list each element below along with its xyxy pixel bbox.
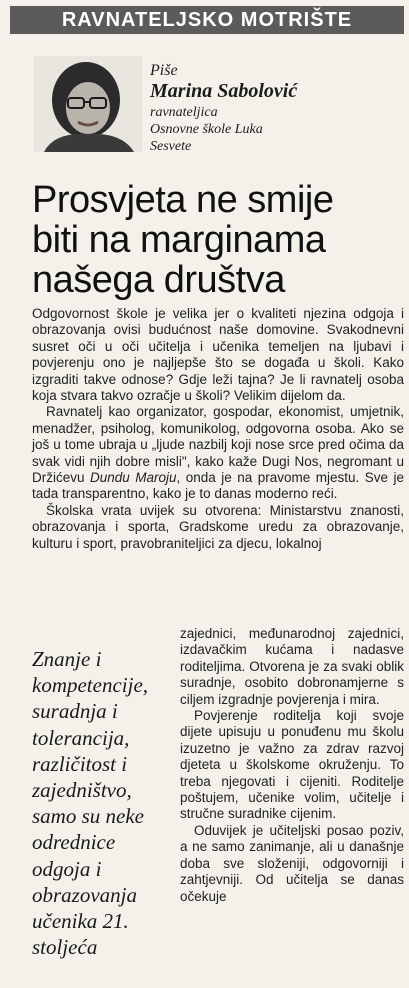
paragraph-italic: Dundu Maroju bbox=[90, 470, 177, 486]
paragraph: Povjerenje roditelja koji svoje dijete upisuju u ponuđenu mu školu izuzetno je važno za zdrav razvoj djeteta u školskome okruženju. To treba njegovati i cijeniti. Roditelje poštujem, učenike volim, učitelje i stručne suradnike cijenim. bbox=[180, 708, 404, 822]
pull-quote-line: obrazovanja bbox=[32, 882, 137, 907]
byline bbox=[150, 62, 400, 155]
pull-quote-line: Znanje i bbox=[32, 647, 102, 671]
pull-quote bbox=[32, 646, 182, 960]
headline-line: biti na marginama bbox=[32, 219, 326, 261]
pull-quote-line: različitost i bbox=[32, 751, 128, 776]
article-body-right-column bbox=[180, 626, 404, 905]
byline-label: Piše bbox=[150, 62, 178, 79]
paragraph: Oduvijek je učiteljski posao poziv, a ne samo zanimanje, ali u današnje doba sve složeniji, odgovorniji i zahtjevniji. Od učitelja se danas očekuje bbox=[180, 822, 404, 904]
pull-quote-line: odgoja i bbox=[32, 856, 102, 881]
pull-quote-line: odrednice bbox=[32, 830, 116, 855]
paragraph: zajednici, međunarodnoj zajednici, izdavačkim kućama i nadasve roditeljima. Otvorena je za svaki oblik suradnje, osobito dobronamjerne s ciljem izgradnje povjerenja i mira. bbox=[180, 626, 404, 707]
paragraph-text: Ravnatelj kao organizator, gospodar, ekonomist, umjetnik, menadžer, psiholog, komunikolog, odgovorna osoba. Ako se još u tome ubraja u „ljude nazbilj koji nose srce pred očima da svak vidi njih dobre misli", kako kaže Dugi Nos, negromant u Držićevu bbox=[32, 404, 404, 486]
paragraph bbox=[32, 404, 404, 502]
headline-line: Prosvjeta ne smije bbox=[32, 179, 334, 221]
paragraph: Školska vrata uvijek su otvorena: Ministarstvu znanosti, obrazovanja i sporta, Gradskome uredu za obrazovanje, kulturu i sport, pravobraniteljici za djecu, lokalnoj bbox=[32, 502, 404, 551]
pull-quote-line: učenika 21. bbox=[32, 909, 129, 934]
pull-quote-line: samo su neke bbox=[32, 804, 144, 829]
pull-quote-line: zajedništvo, bbox=[32, 778, 132, 803]
author-role bbox=[150, 104, 400, 155]
article-body-top bbox=[32, 306, 404, 552]
headline-line: našega društva bbox=[32, 259, 285, 301]
paragraph-text: , onda je na pravome mjestu. Sve je tada transparentno, kako je to danas moderno reći. bbox=[32, 470, 405, 502]
pull-quote-line: suradnja i bbox=[32, 699, 118, 724]
author-name: Marina Sabolović bbox=[150, 80, 298, 102]
paragraph: Odgovornost škole je velika jer o kvaliteti njezina odgoja i obrazovanja ovisi budućnost naše domovine. Svakodnevni susret oči u oči učitelja i učenika temeljen na ljubavi i povjerenju ono je najljepše što se događa u školi. Kako izgraditi takve odnose? Gdje leži tajna? Je li ravnatelj osoba koja stvara takvo ozračje u školi? Velikim dijelom da. bbox=[32, 306, 404, 404]
author-role-line: Osnovne škole Luka bbox=[150, 122, 263, 137]
section-banner: RAVNATELJSKO MOTRIŠTE bbox=[10, 6, 404, 34]
pull-quote-line: tolerancija, bbox=[32, 725, 130, 750]
author-photo bbox=[34, 56, 142, 152]
pull-quote-line: kompetencije, bbox=[32, 673, 149, 698]
author-role-line: ravnateljica bbox=[150, 105, 218, 120]
author-role-line: Sesvete bbox=[150, 139, 192, 154]
article-headline bbox=[32, 180, 402, 300]
pull-quote-line: stoljeća bbox=[32, 935, 98, 960]
